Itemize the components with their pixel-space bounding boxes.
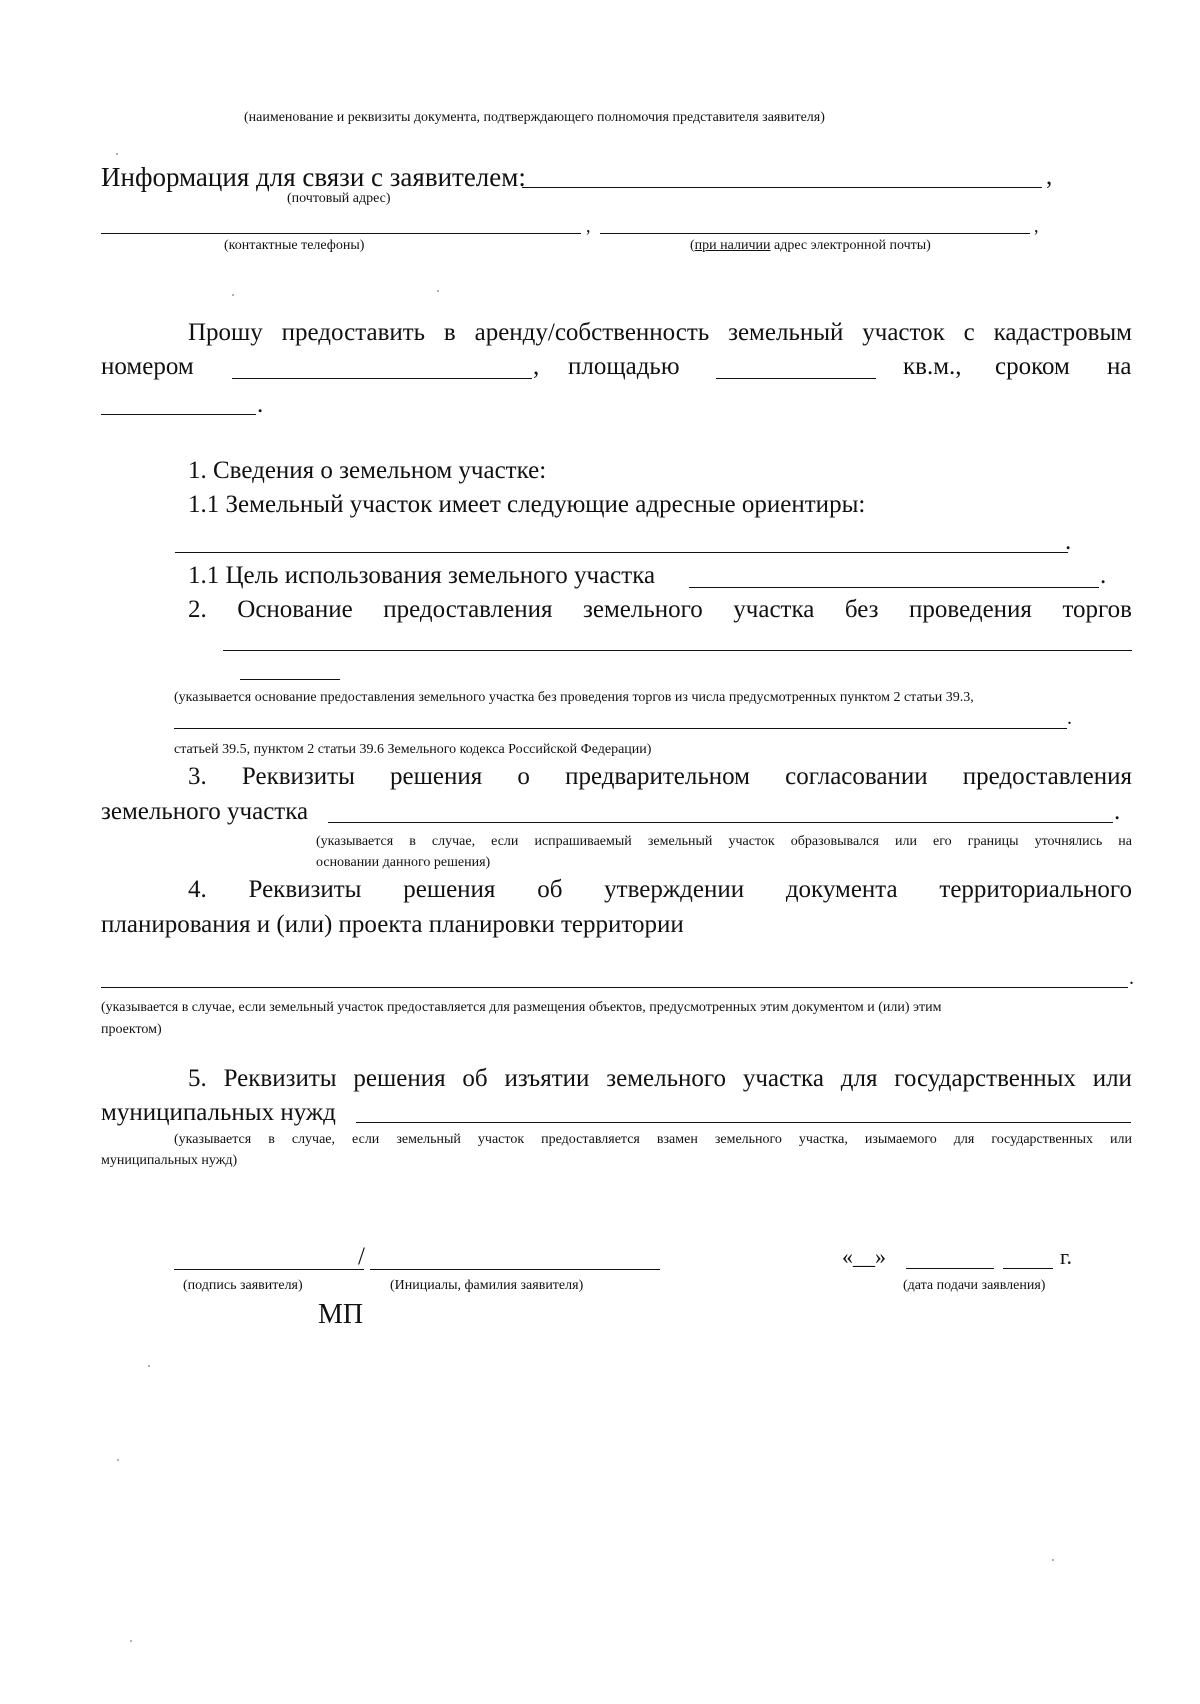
s4-word: документа — [785, 876, 898, 903]
scan-speck — [116, 153, 118, 155]
seizure-decision-field[interactable] — [356, 1122, 1131, 1123]
word-kvm: кв.м., — [903, 353, 962, 380]
s2-word: участка — [733, 596, 815, 623]
s4-word: утверждении — [604, 876, 745, 903]
s2-word: земельного — [582, 596, 703, 623]
section-4-note-line-2: проектом) — [101, 1022, 162, 1037]
section-1-1-purpose: 1.1 Цель использования земельного участка — [188, 562, 656, 589]
area-field[interactable] — [716, 378, 876, 379]
section-1-1-address: 1.1 Земельный участок имеет следующие адресные ориентиры: — [188, 491, 866, 518]
word-ploshchadyu: площадью — [568, 353, 680, 380]
email-note-open: ( — [690, 238, 695, 253]
signature-field[interactable] — [174, 1269, 364, 1270]
s5-word: участка — [742, 1065, 824, 1092]
section-3-note-line-2: основании данного решения) — [316, 855, 491, 870]
word-na: на — [1107, 353, 1132, 380]
contact-label: Информация для связи с заявителем: — [101, 162, 526, 192]
stamp-placeholder: МП — [318, 1299, 364, 1330]
section-5-note-line-2: муниципальных нужд) — [101, 1153, 238, 1168]
basis-note-2: статьей 39.5, пунктом 2 статьи 39.6 Земельного кодекса Российской Федерации) — [174, 742, 652, 757]
section-5-line-2: муниципальных нужд — [101, 1099, 336, 1126]
s3-word: о — [517, 763, 530, 790]
end-dot: . — [257, 391, 264, 418]
section-3-note-line-1 — [316, 833, 1132, 851]
scan-speck — [117, 1459, 119, 1461]
purpose-field[interactable] — [689, 587, 1099, 588]
name-field[interactable] — [370, 1269, 660, 1270]
section-3-line-2: земельного участка — [101, 798, 309, 825]
s2-word: 2. — [188, 596, 207, 623]
section-4-line-2: планирования и (или) проекта планировки территории — [101, 911, 684, 938]
s5-word: 5. — [188, 1065, 207, 1092]
s5-word: государственных — [894, 1065, 1076, 1092]
postal-address-note: (почтовый адрес) — [287, 191, 391, 206]
cadastral-number-field[interactable] — [232, 378, 532, 379]
section-4-note-line-1: (указывается в случае, если земельный участок предоставляется для размещения объектов, предусмотренных этим документом и (или) этим — [101, 1000, 942, 1015]
s5-word: Реквизиты — [223, 1065, 337, 1092]
signature-note: (подпись заявителя) — [183, 1278, 303, 1293]
dot: . — [1067, 707, 1072, 729]
section-5-note-line-1 — [174, 1131, 1132, 1149]
s2-word: Основание — [237, 596, 353, 623]
dot: . — [1065, 528, 1072, 555]
postal-address-field[interactable] — [522, 187, 1042, 188]
basis-field-3[interactable] — [174, 728, 1067, 729]
s2-word: без — [844, 596, 879, 623]
s4-word: территориального — [939, 876, 1132, 903]
comma: , — [1046, 163, 1053, 190]
word-nomerom: номером — [101, 353, 194, 380]
email-note-rest: адрес электронной почты) — [770, 238, 931, 253]
term-field[interactable] — [101, 414, 256, 415]
address-field[interactable] — [175, 552, 1068, 553]
basis-field-1[interactable] — [223, 650, 1132, 651]
s3-word: согласовании — [785, 763, 928, 790]
phones-field[interactable] — [101, 233, 581, 234]
section-4-heading — [188, 875, 1132, 905]
scan-speck — [1052, 1559, 1054, 1561]
preliminary-approval-field[interactable] — [328, 822, 1113, 823]
section-5-heading — [188, 1064, 1132, 1094]
s3-word: 3. — [188, 763, 207, 790]
section-3-note-line-1-text: (указывается в случае, если испрашиваемый земельный участок образовывался или его границы уточнялись на — [316, 834, 1132, 849]
dot: . — [1100, 562, 1107, 589]
signature-slash: / — [358, 1243, 365, 1270]
planning-document-field[interactable] — [101, 987, 1128, 988]
section-5-note-line-1-text: (указывается в случае, если земельный участок предоставляется взамен земельного участка, изымаемого для государственных или — [174, 1132, 1132, 1147]
name-note: (Инициалы, фамилия заявителя) — [390, 1278, 584, 1293]
comma: , — [533, 353, 540, 380]
s4-word: об — [537, 876, 563, 903]
scan-speck — [232, 294, 234, 296]
s2-word: проведения — [909, 596, 1032, 623]
scan-speck — [130, 1640, 132, 1642]
s5-word: или — [1092, 1065, 1132, 1092]
date-day-quotes: «__» — [842, 1244, 886, 1269]
s5-word: земельного — [606, 1065, 727, 1092]
s5-word: изъятии — [504, 1065, 590, 1092]
request-line-1: Прошу предоставить в аренду/собственность земельный участок с кадастровым — [188, 319, 1132, 346]
section-1-title: 1. Сведения о земельном участке: — [188, 457, 547, 484]
date-year-field[interactable] — [1003, 1268, 1053, 1269]
section-3-heading — [188, 762, 1132, 792]
comma: , — [1034, 216, 1039, 236]
word-srokom: сроком — [995, 353, 1070, 380]
s3-word: предварительном — [565, 763, 750, 790]
s5-word: для — [840, 1065, 878, 1092]
scan-speck — [437, 290, 439, 292]
basis-field-2[interactable] — [240, 679, 340, 680]
basis-note-1: (указывается основание предоставления земельного участка без проведения торгов из числа предусмотренных пунктом 2 статьи 39.3, — [174, 690, 974, 705]
s3-word: предоставления — [962, 763, 1132, 790]
date-note: (дата подачи заявления) — [903, 1278, 1046, 1293]
phones-note: (контактные телефоны) — [224, 238, 365, 253]
s4-word: 4. — [188, 876, 207, 903]
email-note — [690, 237, 931, 255]
s5-word: об — [462, 1065, 488, 1092]
comma: , — [586, 216, 591, 236]
date-month-field[interactable] — [906, 1268, 994, 1269]
s2-word: предоставления — [383, 596, 553, 623]
year-suffix: г. — [1060, 1244, 1073, 1269]
email-note-underlined: при наличии — [694, 238, 771, 253]
email-field[interactable] — [600, 233, 1030, 234]
representative-document-note: (наименование и реквизиты документа, подтверждающего полномочия представителя заявителя) — [244, 110, 825, 125]
s4-word: Реквизиты — [248, 876, 362, 903]
dot: . — [1129, 967, 1134, 989]
scan-speck — [148, 1365, 150, 1367]
s3-word: решения — [390, 763, 483, 790]
dot: . — [1114, 798, 1121, 825]
s3-word: Реквизиты — [241, 763, 355, 790]
s4-word: решения — [403, 876, 496, 903]
s5-word: решения — [353, 1065, 446, 1092]
s2-word: торгов — [1062, 596, 1132, 623]
section-2-heading — [188, 595, 1132, 625]
